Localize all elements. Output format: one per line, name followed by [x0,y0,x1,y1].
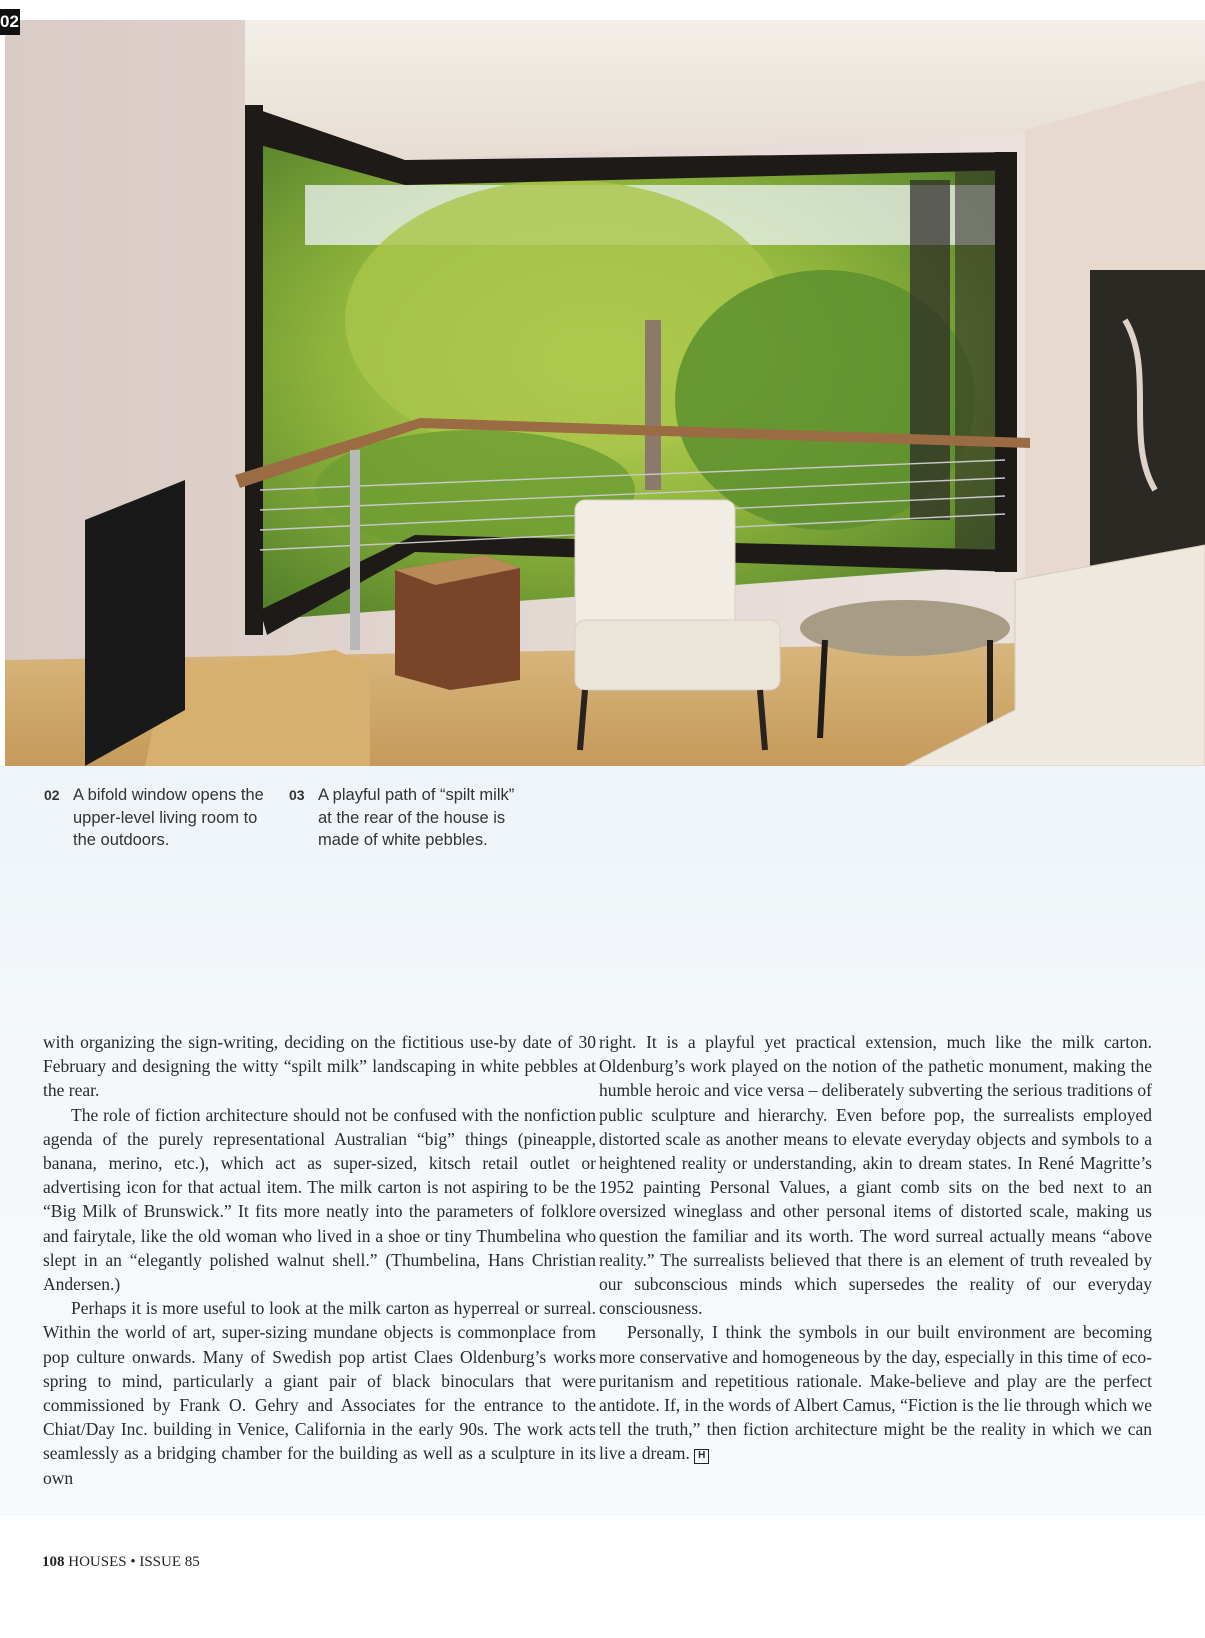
room-photo [5,20,1205,766]
caption-number: 03 [289,787,305,803]
paragraph-final [599,1320,1152,1465]
caption-02 [44,784,284,852]
caption-text: A playful path of “spilt milk” at the rear of the house is made of white pebbles. [318,786,515,849]
caption-text: A bifold window opens the upper-level living room to the outdoors. [73,786,264,849]
paragraph-text: Personally, I think the symbols in our built environment are becoming more conservative and homogeneous by the day, especially in this time of eco-puritanism and repetitious rationale. Make-believe and play are the perfect antidote. If, in the words of Albert Camus, “Fiction is the lie through which we tell the truth,” then fiction architecture might be the reality in which we can live a dream. [599,1322,1152,1464]
paragraph: with organizing the sign-writing, deciding on the fictitious use-by date of 30 February and designing the witty “spilt milk” landscaping in white pebbles at the rear. [43,1032,596,1101]
paragraph: right. It is a playful yet practical extension, much like the milk carton. Oldenburg’s work played on the notion of the pathetic monument, making the humble heroic and vice versa – deliberately subverting the serious traditions of public sculpture and hierarchy. Even before pop, the surrealists employed distorted scale as another means to elevate everyday objects and symbols to a heightened reality or understanding, akin to dream states. In René Magritte’s 1952 painting Personal Values, a giant comb sits on the bed next to an oversized wineglass and other personal items of distorted scale, making us question the familiar and its worth. The word surreal actually means “above reality.” The surrealists believed that there is an element of truth revealed by our subconscious minds which supersedes the reality of our everyday consciousness. [599,1032,1152,1319]
publication-issue: HOUSES • ISSUE 85 [68,1554,200,1570]
caption-number: 02 [44,787,60,803]
end-of-article-mark: H [694,1449,709,1464]
page-number: 108 [42,1554,65,1570]
caption-03 [289,784,519,852]
body-column-left [43,1030,596,1490]
room-photo-illustration [5,20,1205,766]
figure-tag: 02 [0,9,20,35]
folio [42,1554,200,1571]
body-column-right [599,1030,1152,1466]
paragraph: The role of fiction architecture should not be confused with the nonfiction agenda of the purely representational Australian “big” things (pineapple, banana, merino, etc.), which act as super-sized, kitsch retail outlet or advertising icon for that actual item. The milk carton is not aspiring to be the “Big Milk of Brunswick.” It fits more neatly into the parameters of folklore and fairytale, like the old woman who lived in a shoe or tiny Thumbelina who slept in an “elegantly polished walnut shell.” (Thumbelina, Hans Christian Andersen.) [43,1104,596,1295]
paragraph: Perhaps it is more useful to look at the milk carton as hyperreal or surreal. Within the world of art, super-sizing mundane objects is commonplace from pop culture onwards. Many of Swedish pop artist Claes Oldenburg’s works spring to mind, particularly a giant pair of black binoculars that were commissioned by Frank O. Gehry and Associates for the entrance to the Chiat/Day Inc. building in Venice, California in the early 90s. The work acts seamlessly as a bridging chamber for the building as well as a sculpture in its own [43,1298,596,1488]
